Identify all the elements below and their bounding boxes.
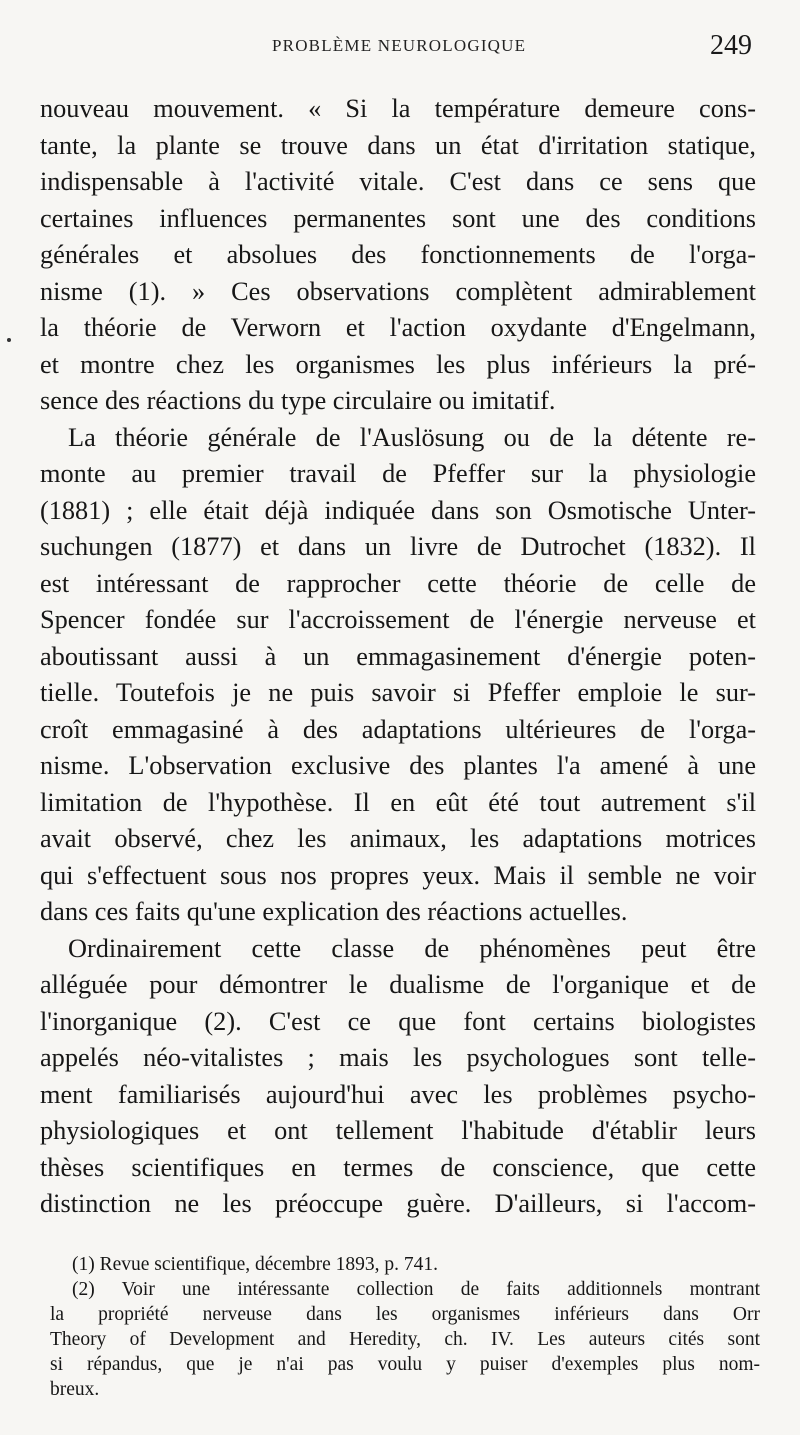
body-line: avait observé, chez les animaux, les adaptations motrices	[40, 824, 756, 853]
body-line: suchungen (1877) et dans un livre de Dutrochet (1832). Il	[40, 532, 756, 561]
body-line: limitation de l'hypothèse. Il en eût été tout autrement s'il	[40, 787, 756, 817]
body-line: est intéressant de rapprocher cette théorie de celle de	[40, 568, 756, 598]
body-line: physiologiques et ont tellement l'habitude d'établir leurs	[40, 1116, 756, 1145]
body-line: aboutissant aussi à un emmagasinement d'énergie poten-	[40, 641, 756, 671]
body-line: dans ces faits qu'une explication des réactions actuelles.	[40, 897, 628, 926]
body-line: nisme. L'observation exclusive des plantes l'a amené à une	[40, 751, 756, 780]
body-line: La théorie générale de l'Auslösung ou de la détente re-	[68, 422, 756, 452]
body-line: Ordinairement cette classe de phénomènes peut être	[68, 933, 756, 963]
body-line: distinction ne les préoccupe guère. D'ailleurs, si l'accom-	[40, 1189, 756, 1218]
footnote-line: (2) Voir une intéressante collection de faits additionnels montrant	[72, 1279, 760, 1300]
page-number: 249	[710, 30, 752, 61]
body-line: nouveau mouvement. « Si la température demeure cons-	[40, 94, 756, 123]
body-line: qui s'effectuent sous nos propres yeux. Mais il semble ne voir	[40, 860, 756, 890]
footnote-line: (1) Revue scientifique, décembre 1893, p. 741.	[72, 1254, 439, 1275]
footnote-line: la propriété nerveuse dans les organismes inférieurs dans Orr	[50, 1304, 760, 1325]
body-line: et montre chez les organismes les plus inférieurs la pré-	[40, 349, 756, 379]
body-line: tante, la plante se trouve dans un état d'irritation statique,	[40, 130, 756, 160]
body-line: monte au premier travail de Pfeffer sur la physiologie	[40, 459, 756, 488]
footnote-line: Theory of Development and Heredity, ch. IV. Les auteurs cités sont	[50, 1329, 760, 1350]
body-line: appelés néo-vitalistes ; mais les psychologues sont telle-	[40, 1043, 756, 1072]
body-line: sence des réactions du type circulaire ou imitatif.	[40, 386, 556, 415]
margin-dot	[7, 338, 11, 342]
body-line: croît emmagasiné à des adaptations ultérieures de l'orga-	[40, 714, 756, 744]
body-line: thèses scientifiques en termes de conscience, que cette	[40, 1152, 756, 1182]
footnote-line: breux.	[50, 1379, 100, 1400]
body-line: (1881) ; elle était déjà indiquée dans son Osmotische Unter-	[40, 495, 756, 525]
running-head: PROBLÈME NEUROLOGIQUE	[272, 36, 527, 55]
body-line: la théorie de Verworn et l'action oxydante d'Engelmann,	[40, 313, 756, 342]
body-line: alléguée pour démontrer le dualisme de l'organique et de	[40, 970, 756, 999]
body-line: indispensable à l'activité vitale. C'est dans ce sens que	[40, 167, 756, 196]
footnote-line: si répandus, que je n'ai pas voulu y puiser d'exemples plus nom-	[50, 1354, 760, 1375]
body-line: ment familiarisés aujourd'hui avec les problèmes psycho-	[40, 1079, 756, 1109]
body-line: tielle. Toutefois je ne puis savoir si Pfeffer emploie le sur-	[40, 678, 756, 707]
body-line: générales et absolues des fonctionnements de l'orga-	[40, 240, 756, 269]
body-line: Spencer fondée sur l'accroissement de l'énergie nerveuse et	[40, 605, 756, 634]
page-header	[0, 30, 800, 66]
body-line: certaines influences permanentes sont une des conditions	[40, 203, 756, 233]
body-line: nisme (1). » Ces observations complètent admirablement	[40, 276, 756, 306]
body-line: l'inorganique (2). C'est ce que font certains biologistes	[40, 1006, 756, 1036]
